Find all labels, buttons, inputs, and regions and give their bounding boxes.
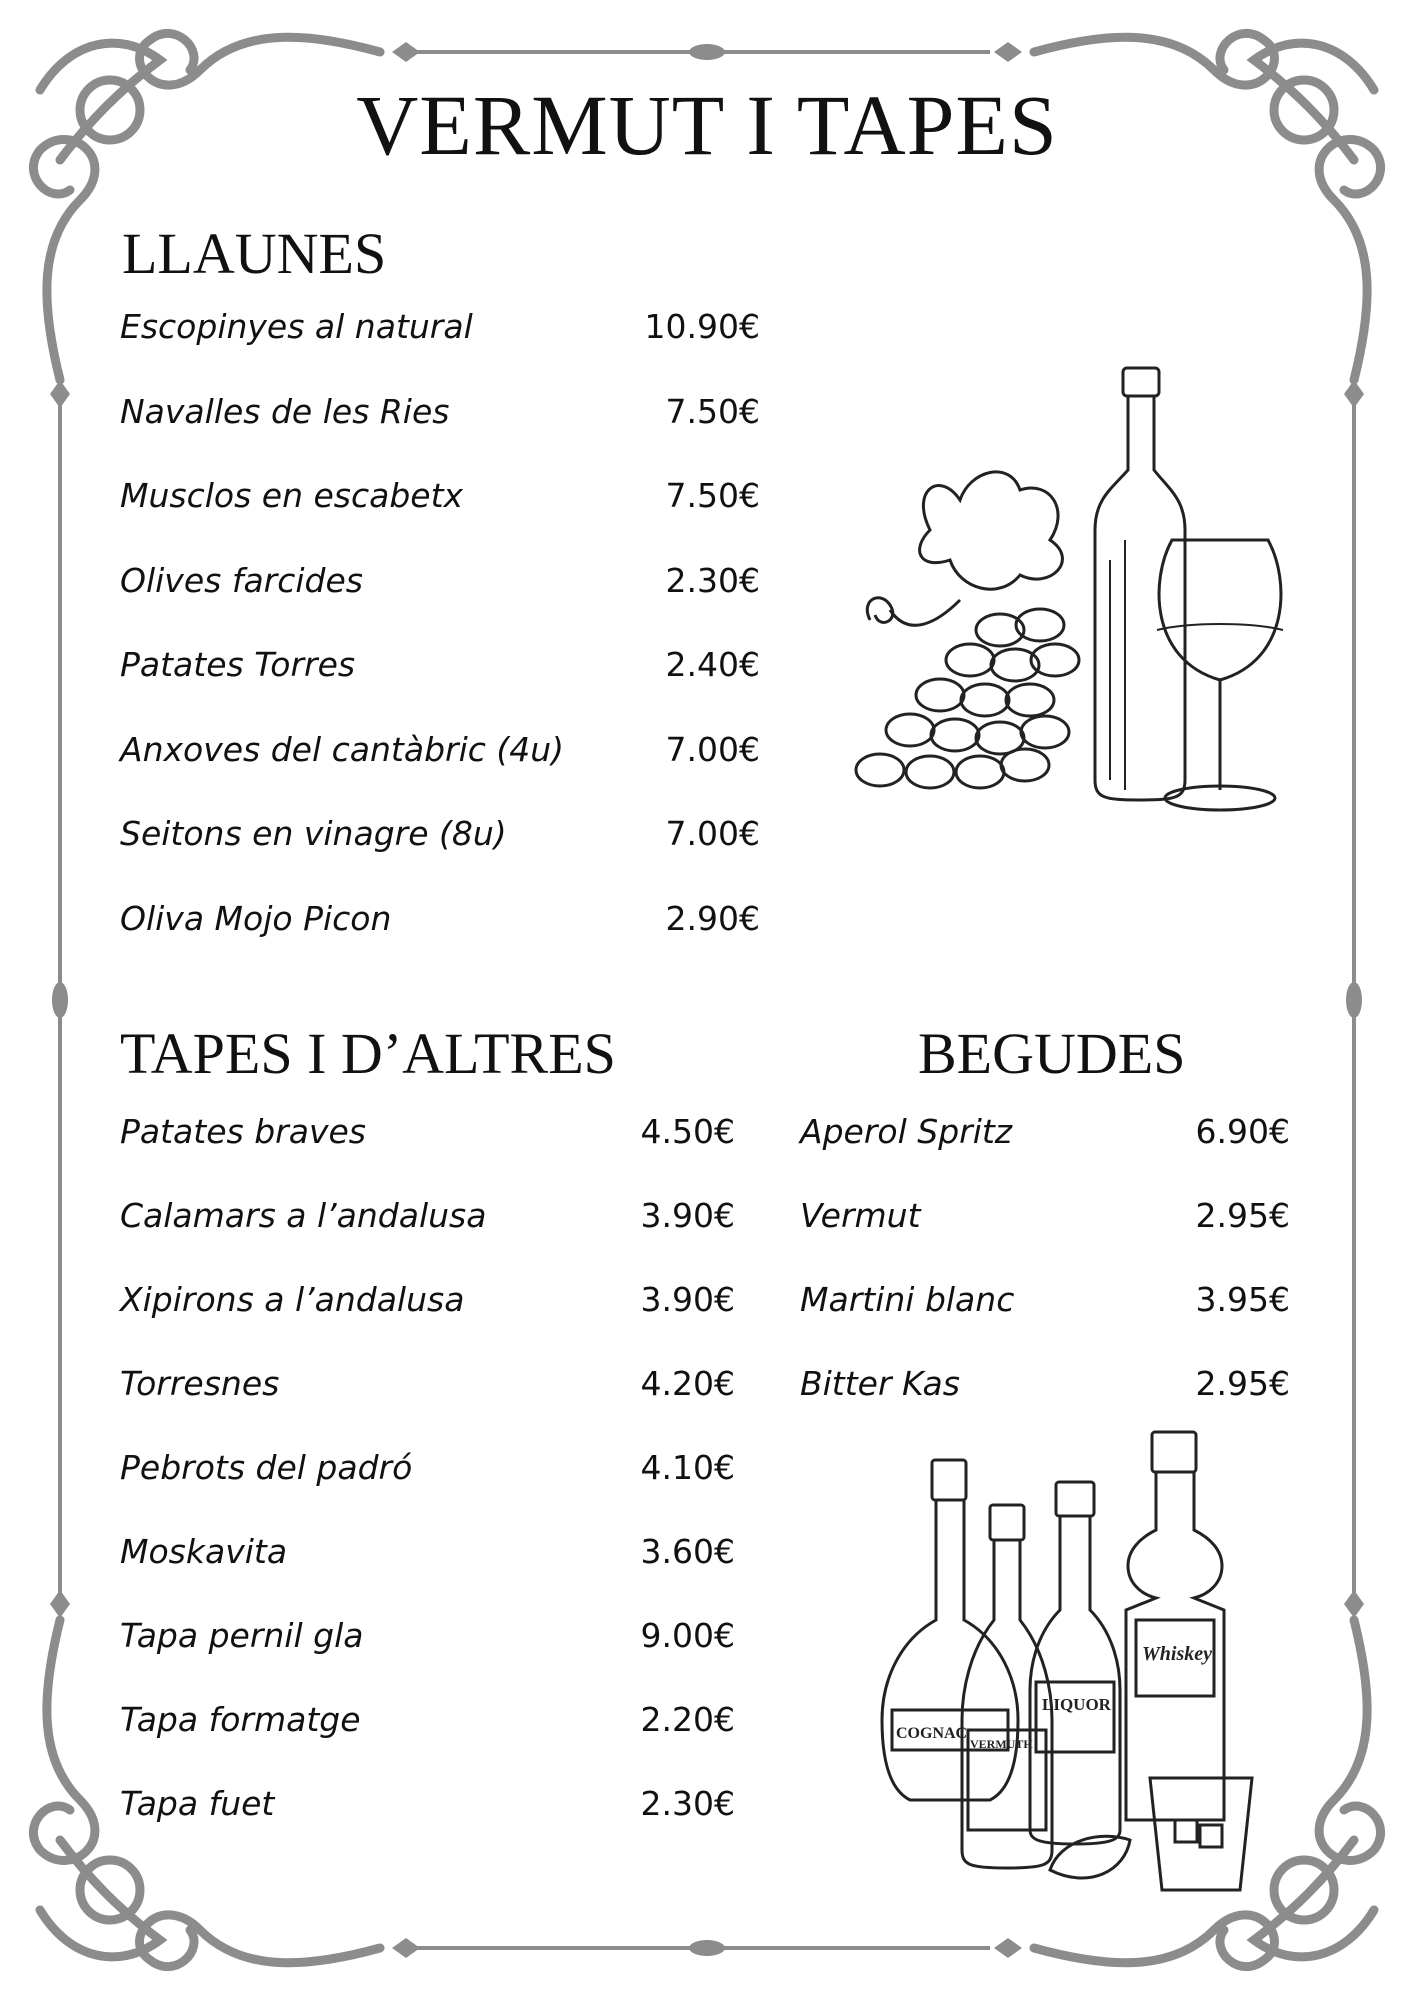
liquor-bottles-illustration (870, 1420, 1310, 1900)
begudes-item-price: 2.95€ (1195, 1196, 1290, 1235)
tapes-item-name: Calamars a l’andalusa (120, 1196, 487, 1235)
llaunes-item-name: Olives farcides (120, 560, 363, 600)
llaunes-item-name: Musclos en escabetx (120, 476, 464, 515)
begudes-item-price: 2.95€ (1195, 1364, 1290, 1403)
section-heading-llaunes: LLAUNES (122, 221, 387, 286)
tapes-item-price: 4.50€ (640, 1112, 735, 1151)
llaunes-item-price: 10.90€ (644, 307, 760, 346)
llaunes-item-name: Anxoves del cantàbric (4u) (120, 729, 565, 769)
tapes-item-name: Patates braves (120, 1112, 366, 1151)
llaunes-item-price: 7.50€ (665, 476, 760, 515)
tapes-item-name: Moskavita (120, 1532, 288, 1571)
begudes-item-name: Martini blanc (800, 1280, 1015, 1319)
llaunes-item-price: 2.90€ (665, 898, 760, 938)
wine-bottle-glass-grapes-illustration (850, 360, 1300, 830)
llaunes-item-price: 2.30€ (665, 560, 760, 600)
section-heading-tapes: TAPES I D’ALTRES (120, 1021, 616, 1086)
llaunes-item-name: Escopinyes al natural (120, 307, 473, 346)
begudes-item-name: Bitter Kas (800, 1364, 960, 1403)
tapes-item-price: 2.20€ (640, 1700, 735, 1739)
tapes-item-name: Tapa pernil gla (120, 1616, 364, 1655)
llaunes-item-price: 2.40€ (665, 645, 760, 684)
whiskey-label: Whiskey (1142, 1643, 1212, 1665)
tapes-item-price: 3.60€ (640, 1532, 735, 1571)
llaunes-item-name: Oliva Mojo Picon (120, 898, 392, 938)
llaunes-item-name: Seitons en vinagre (8u) (120, 814, 507, 853)
begudes-item-price: 3.95€ (1195, 1280, 1290, 1319)
llaunes-item-price: 7.00€ (665, 814, 760, 853)
section-heading-begudes: BEGUDES (918, 1021, 1186, 1086)
tapes-item-price: 2.30€ (640, 1784, 735, 1823)
tapes-item-name: Torresnes (120, 1364, 280, 1403)
tapes-item-name: Tapa fuet (120, 1784, 275, 1823)
vermuth-label: VERMUTH (970, 1737, 1033, 1751)
llaunes-item-name: Patates Torres (120, 645, 356, 684)
begudes-item-name: Aperol Spritz (800, 1112, 1013, 1151)
tapes-item-name: Tapa formatge (120, 1700, 361, 1739)
begudes-item-price: 6.90€ (1195, 1112, 1290, 1151)
tapes-item-price: 3.90€ (640, 1196, 735, 1235)
begudes-item-name: Vermut (800, 1196, 921, 1235)
cognac-label: COGNAC (896, 1725, 968, 1742)
tapes-item-price: 4.20€ (640, 1364, 735, 1403)
tapes-item-price: 3.90€ (640, 1280, 735, 1319)
tapes-item-price: 4.10€ (640, 1448, 735, 1487)
llaunes-item-price: 7.50€ (665, 391, 760, 431)
tapes-item-price: 9.00€ (640, 1616, 735, 1655)
llaunes-item-price: 7.00€ (665, 729, 760, 769)
menu-title: VERMUT I TAPES (356, 77, 1058, 173)
liquor-label: LIQUOR (1042, 1695, 1111, 1714)
tapes-item-name: Xipirons a l’andalusa (120, 1280, 465, 1319)
tapes-item-name: Pebrots del padró (120, 1448, 413, 1487)
llaunes-item-name: Navalles de les Ries (120, 391, 450, 431)
